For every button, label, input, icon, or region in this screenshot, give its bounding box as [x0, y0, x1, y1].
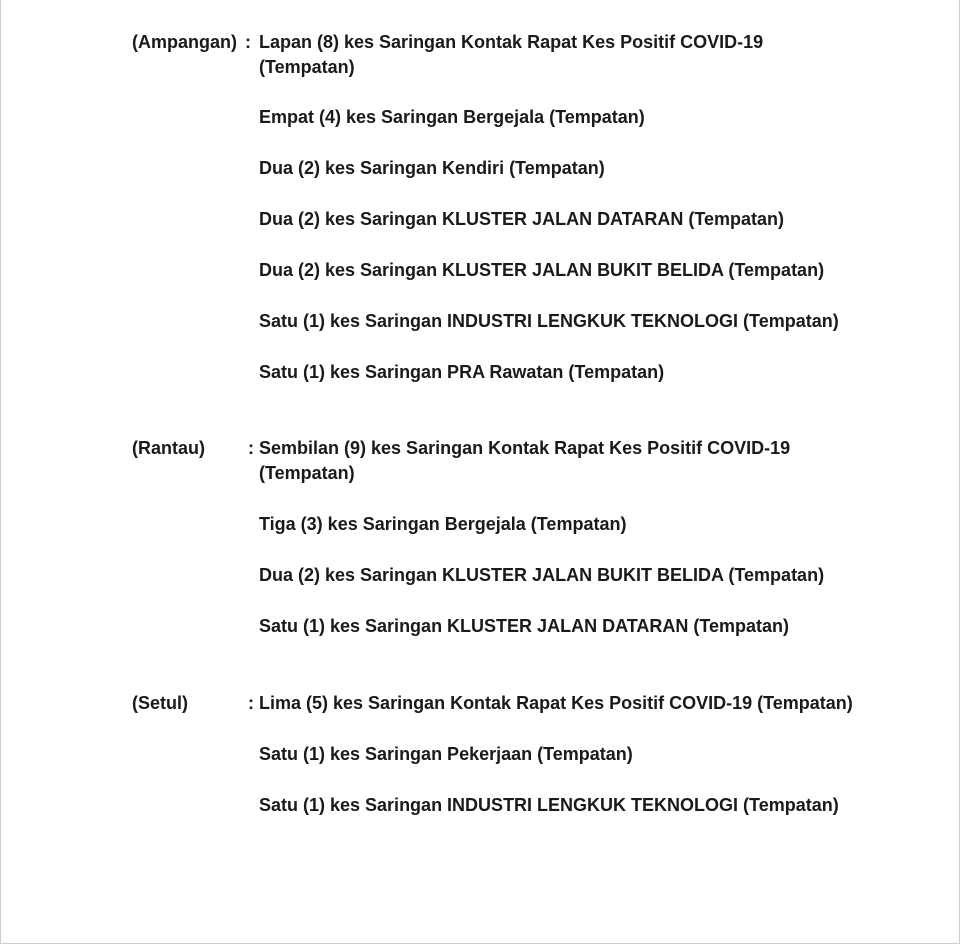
case-line: Satu (1) kes Saringan KLUSTER JALAN DATARAN (Tempatan) [259, 616, 790, 636]
case-line: Satu (1) kes Saringan Pekerjaan (Tempatan) [259, 744, 633, 764]
case-line: Empat (4) kes Saringan Bergejala (Tempatan) [259, 107, 645, 127]
separator: : [248, 438, 254, 458]
case-line: Lapan (8) kes Saringan Kontak Rapat Kes Positif COVID-19 [259, 32, 764, 52]
case-line: (Tempatan) [259, 57, 355, 77]
separator: : [248, 693, 254, 713]
location-label: (Setul) [132, 693, 188, 713]
case-line: Dua (2) kes Saringan KLUSTER JALAN BUKIT BELIDA (Tempatan) [259, 260, 825, 280]
case-line: Dua (2) kes Saringan Kendiri (Tempatan) [259, 158, 605, 178]
location-label: (Ampangan) [132, 32, 237, 52]
case-line: Satu (1) kes Saringan PRA Rawatan (Tempatan) [259, 362, 665, 382]
case-line: Sembilan (9) kes Saringan Kontak Rapat Kes Positif COVID-19 [259, 438, 791, 458]
case-line: (Tempatan) [259, 463, 355, 483]
case-line: Dua (2) kes Saringan KLUSTER JALAN DATARAN (Tempatan) [259, 209, 785, 229]
case-line: Satu (1) kes Saringan INDUSTRI LENGKUK TEKNOLOGI (Tempatan) [259, 795, 839, 815]
case-line: Tiga (3) kes Saringan Bergejala (Tempatan) [259, 514, 627, 534]
case-line: Satu (1) kes Saringan INDUSTRI LENGKUK TEKNOLOGI (Tempatan) [259, 311, 839, 331]
case-line: Lima (5) kes Saringan Kontak Rapat Kes Positif COVID-19 (Tempatan) [259, 693, 853, 713]
case-line: Dua (2) kes Saringan KLUSTER JALAN BUKIT BELIDA (Tempatan) [259, 565, 825, 585]
location-label: (Rantau) [132, 438, 205, 458]
separator: : [245, 32, 251, 52]
